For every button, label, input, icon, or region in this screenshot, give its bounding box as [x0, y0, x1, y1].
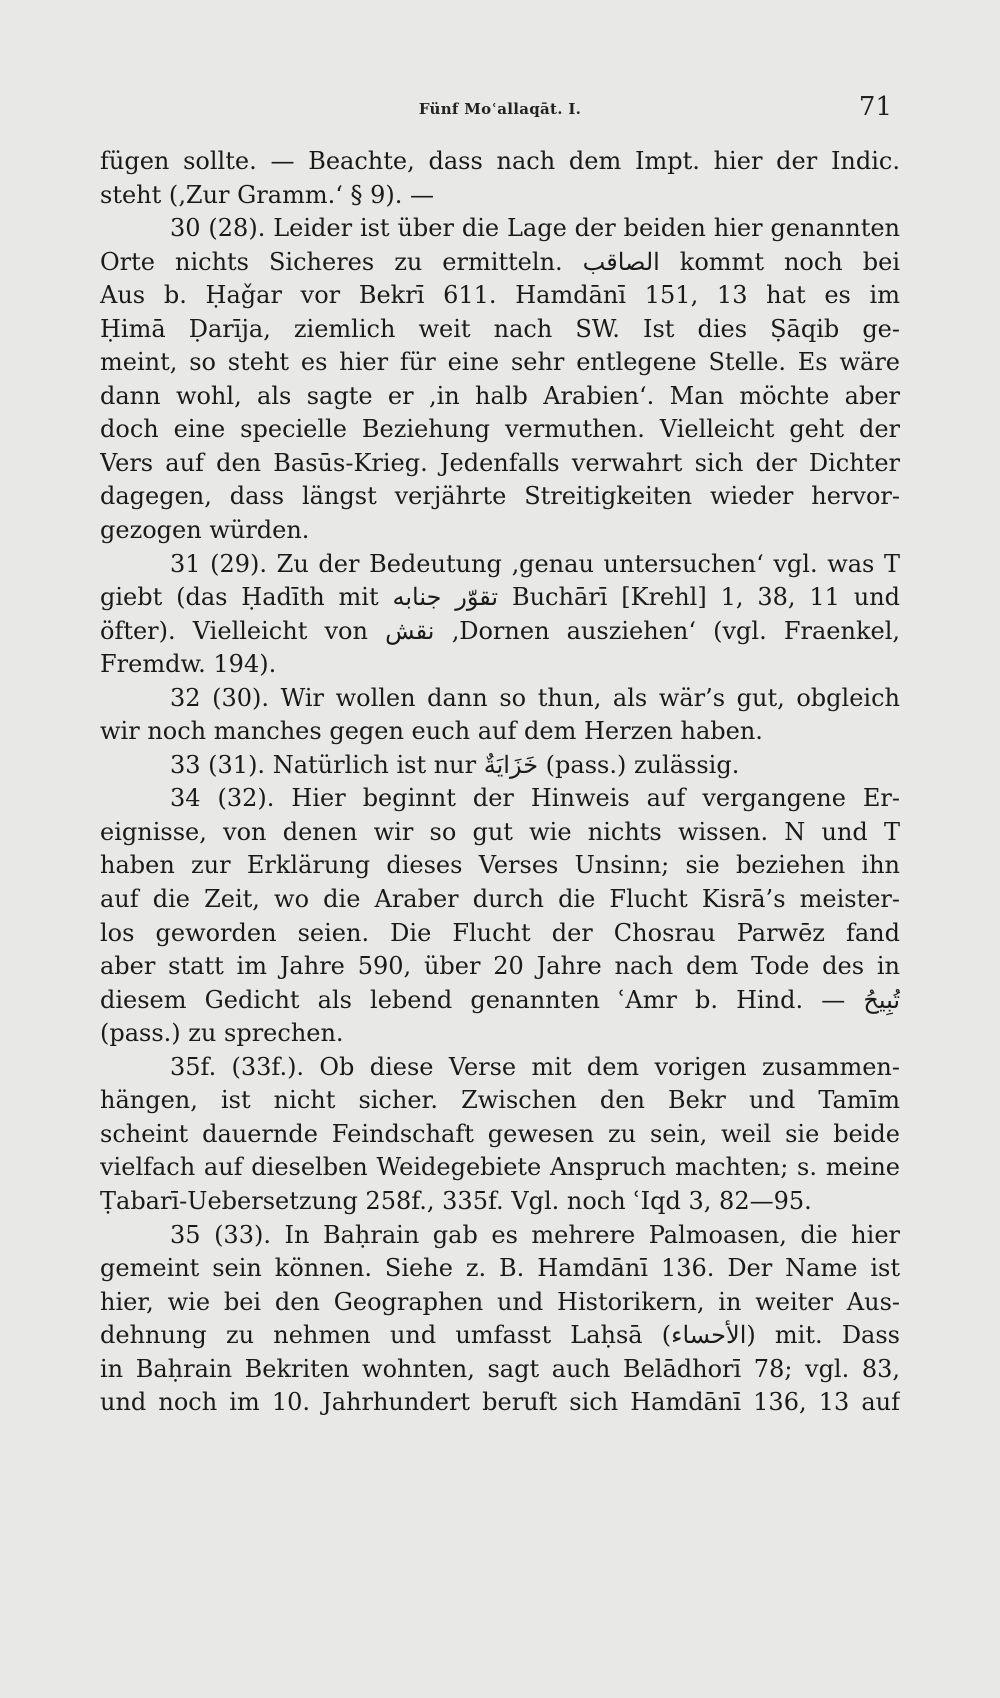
- text-line: dehnung zu nehmen und umfasst Laḥsā (الأحساء) mit. Dass: [100, 1321, 900, 1350]
- text-line: öfter). Vielleicht von نقش ‚Dornen ausziehen‘ (vgl. Fraenkel,: [100, 616, 900, 645]
- running-head: [100, 92, 900, 126]
- text-line: steht (‚Zur Gramm.‘ § 9). —: [100, 180, 434, 209]
- text-line: 35f. (33f.). Ob diese Verse mit dem vorigen zusammen-: [170, 1052, 900, 1081]
- text-line: Orte nichts Sicheres zu ermitteln. الصاقب kommt noch bei: [100, 247, 900, 276]
- text-line: gemeint sein können. Siehe z. B. Hamdānī 136. Der Name ist: [100, 1254, 900, 1283]
- text-line: 30 (28). Leider ist über die Lage der beiden hier genannten: [170, 214, 900, 243]
- text-line: diesem Gedicht als lebend genannten ʿAmr b. Hind. — تُبِيحُ: [100, 985, 900, 1014]
- text-line: hier, wie bei den Geographen und Historikern, in weiter Aus-: [100, 1287, 900, 1316]
- text-line: 33 (31). Natürlich ist nur خَزَايَةٌ (pass.) zulässig.: [170, 750, 740, 779]
- running-title: Fünf Moʿallaqāt. I.: [418, 100, 582, 118]
- text-line: Vers auf den Basūs-Krieg. Jedenfalls verwahrt sich der Dichter: [100, 448, 900, 477]
- page-number: 71: [858, 92, 892, 122]
- text-line: 31 (29). Zu der Bedeutung ‚genau untersuchen‘ vgl. was T: [170, 549, 900, 578]
- text-line: eignisse, von denen wir so gut wie nichts wissen. N und T: [100, 817, 900, 846]
- text-line: 34 (32). Hier beginnt der Hinweis auf vergangene Er-: [170, 784, 900, 813]
- text-line: (pass.) zu sprechen.: [100, 1019, 344, 1048]
- text-line: Ḥimā Ḍarīja, ziemlich weit nach SW. Ist dies Ṣāqib ge-: [100, 314, 900, 343]
- body-text: [100, 145, 900, 1420]
- text-line: meint, so steht es hier für eine sehr entlegene Stelle. Es wäre: [100, 348, 900, 377]
- text-line: und noch im 10. Jahrhundert beruft sich Hamdānī 136, 13 auf: [100, 1388, 900, 1417]
- text-line: Aus b. Ḥaǧar vor Bekrī 611. Hamdānī 151, 13 hat es im: [100, 281, 900, 310]
- text-line: aber statt im Jahre 590, über 20 Jahre nach dem Tode des in: [100, 952, 900, 981]
- text-line: in Baḥrain Bekriten wohnten, sagt auch Belādhorī 78; vgl. 83,: [100, 1354, 900, 1383]
- text-line: Fremdw. 194).: [100, 650, 277, 679]
- text-line: dann wohl, als sagte er ‚in halb Arabien‘. Man möchte aber: [100, 381, 900, 410]
- text-line: 35 (33). In Baḥrain gab es mehrere Palmoasen, die hier: [170, 1220, 900, 1249]
- text-line: Ṭabarī-Uebersetzung 258f., 335f. Vgl. noch ʿIqd 3, 82—95.: [100, 1186, 812, 1215]
- text-line: vielfach auf dieselben Weidegebiete Anspruch machten; s. meine: [100, 1153, 900, 1182]
- text-line: wir noch manches gegen euch auf dem Herzen haben.: [100, 717, 763, 746]
- text-line: 32 (30). Wir wollen dann so thun, als wär’s gut, obgleich: [170, 683, 900, 712]
- text-line: hängen, ist nicht sicher. Zwischen den Bekr und Tamīm: [100, 1086, 900, 1115]
- text-line: haben zur Erklärung dieses Verses Unsinn; sie beziehen ihn: [100, 851, 900, 880]
- text-line: dagegen, dass längst verjährte Streitigkeiten wieder hervor-: [100, 482, 900, 511]
- text-line: scheint dauernde Feindschaft gewesen zu sein, weil sie beide: [100, 1119, 900, 1148]
- text-line: los geworden seien. Die Flucht der Chosrau Parwēz fand: [100, 918, 900, 947]
- text-line: auf die Zeit, wo die Araber durch die Flucht Kisrā’s meister-: [100, 885, 900, 914]
- text-line: fügen sollte. — Beachte, dass nach dem Impt. hier der Indic.: [100, 147, 900, 175]
- text-line: doch eine specielle Beziehung vermuthen. Vielleicht geht der: [100, 415, 900, 444]
- text-line: gezogen würden.: [100, 516, 310, 545]
- text-line: giebt (das Ḥadīth mit تقوّر جنابه Buchārī [Krehl] 1, 38, 11 und: [100, 583, 900, 612]
